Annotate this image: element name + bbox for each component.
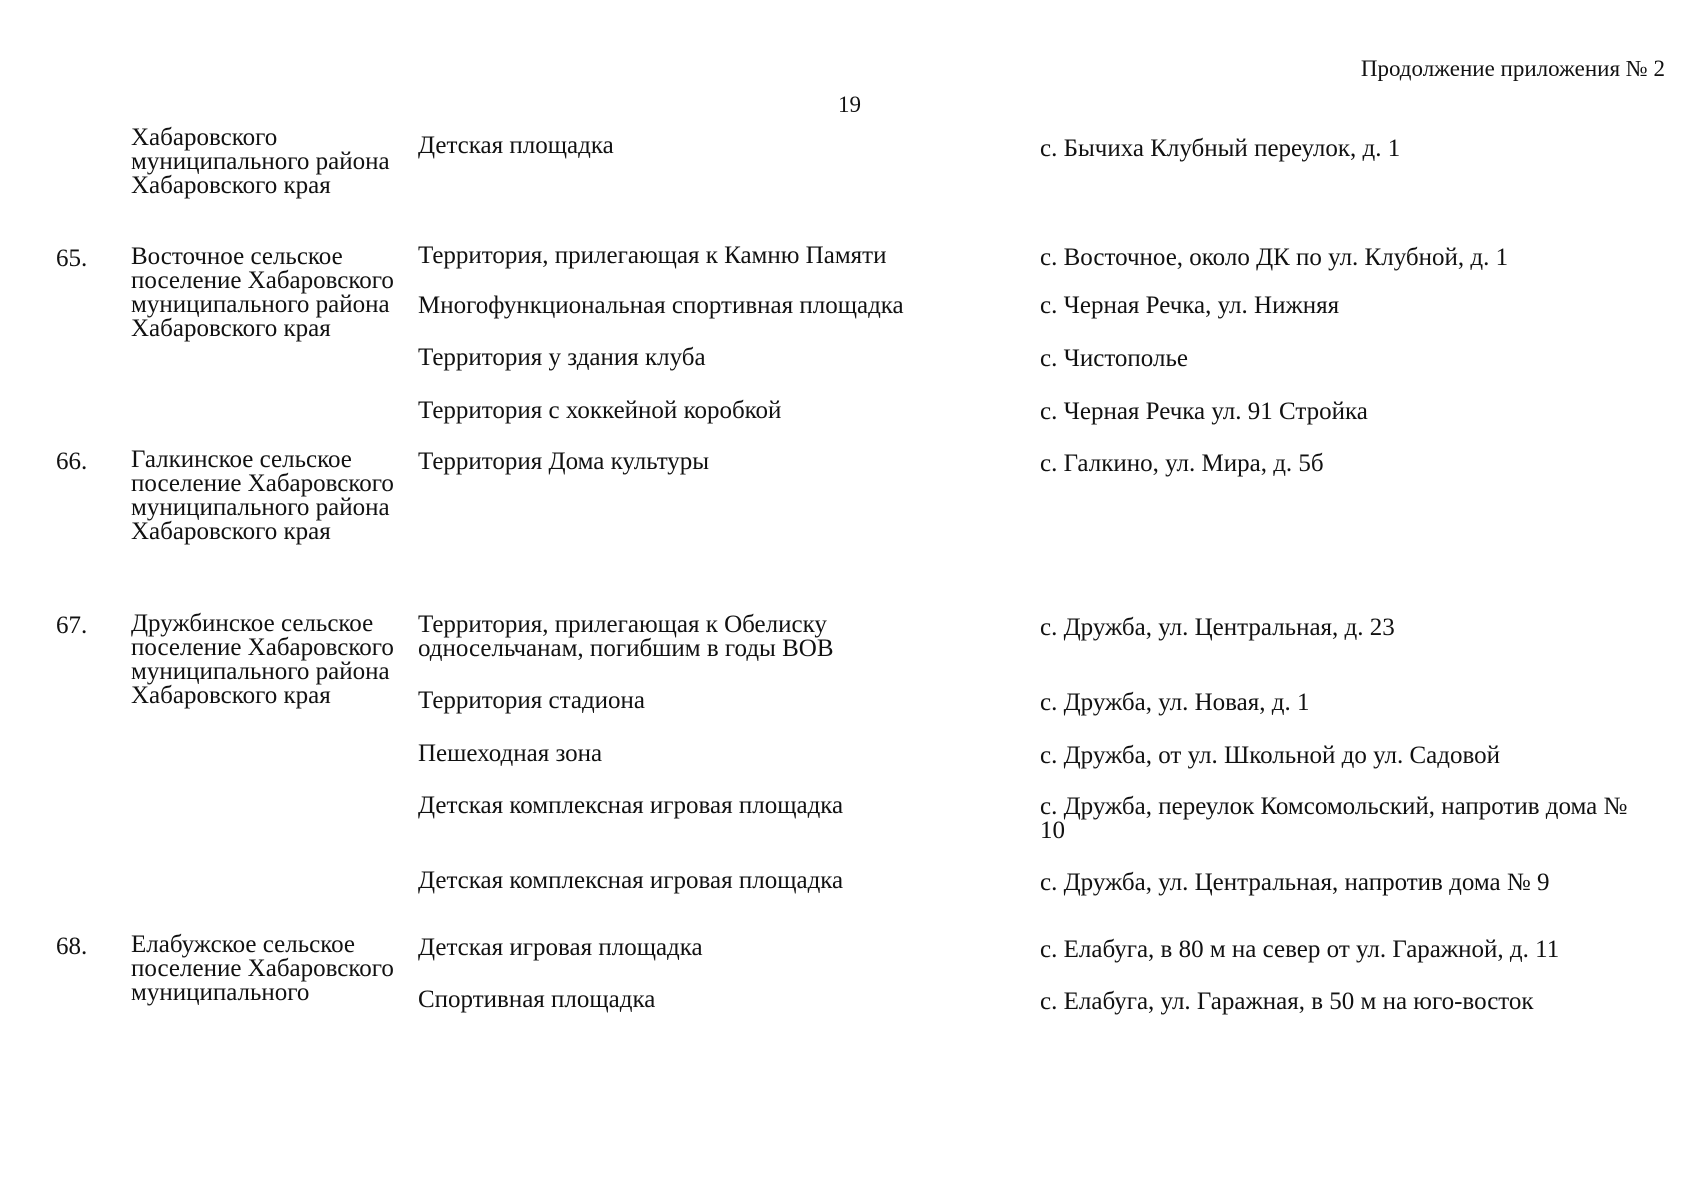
place-name: Детская комплексная игровая площадка xyxy=(418,792,844,819)
place-address: с. Елабуга, ул. Гаражная, в 50 м на юго-восток xyxy=(1040,988,1534,1015)
place-name: Территория Дома культуры xyxy=(418,448,710,475)
place-name: Спортивная площадка xyxy=(418,986,656,1013)
place-address: с. Дружба, от ул. Школьной до ул. Садовой xyxy=(1040,742,1500,769)
place-address: с. Черная Речка ул. 91 Стройка xyxy=(1040,398,1368,425)
place-name: Территория с хоккейной коробкой xyxy=(418,397,782,424)
district-name: Восточное сельское поселение Хабаровского муниципального района Хабаровского края xyxy=(131,243,394,342)
place-address: с. Галкино, ул. Мира, д. 5б xyxy=(1040,450,1324,477)
appendix-continuation-note: Продолжение приложения № 2 xyxy=(1360,56,1665,81)
row-number: 67. xyxy=(56,612,88,639)
place-address: с. Черная Речка, ул. Нижняя xyxy=(1040,292,1340,319)
place-name: Детская площадка xyxy=(418,132,614,159)
place-address: с. Дружба, ул. Центральная, напротив дома № 9 xyxy=(1040,869,1550,896)
place-name: Детская игровая площадка xyxy=(418,934,703,961)
place-name: Территория, прилегающая к Обелиску односельчанам, погибшим в годы ВОВ xyxy=(418,611,834,662)
place-name: Пешеходная зона xyxy=(418,740,603,767)
row-number: 65. xyxy=(56,245,88,272)
place-address: с. Елабуга, в 80 м на север от ул. Гаражной, д. 11 xyxy=(1040,936,1560,963)
page-number: 19 xyxy=(838,92,861,117)
place-address: с. Бычиха Клубный переулок, д. 1 xyxy=(1040,135,1401,162)
place-address: с. Дружба, ул. Новая, д. 1 xyxy=(1040,689,1310,716)
district-name: Галкинское сельское поселение Хабаровского муниципального района Хабаровского края xyxy=(131,446,394,545)
row-number: 68. xyxy=(56,933,88,960)
place-address: с. Дружба, ул. Центральная, д. 23 xyxy=(1040,614,1395,641)
place-name: Многофункциональная спортивная площадка xyxy=(418,292,904,319)
district-name: Хабаровского муниципального района Хабаровского края xyxy=(131,124,390,199)
place-name: Территория у здания клуба xyxy=(418,344,706,371)
place-name: Территория, прилегающая к Камню Памяти xyxy=(418,242,887,269)
district-name: Елабужское сельское поселение Хабаровского муниципального xyxy=(131,931,394,1006)
place-address: с. Чистополье xyxy=(1040,345,1188,372)
place-name: Детская комплексная игровая площадка xyxy=(418,867,844,894)
place-name: Территория стадиона xyxy=(418,687,646,714)
district-name: Дружбинское сельское поселение Хабаровского муниципального района Хабаровского края xyxy=(131,610,394,709)
row-number: 66. xyxy=(56,448,88,475)
place-address: с. Дружба, переулок Комсомольский, напротив дома № 10 xyxy=(1040,793,1628,844)
place-address: с. Восточное, около ДК по ул. Клубной, д. 1 xyxy=(1040,244,1509,271)
